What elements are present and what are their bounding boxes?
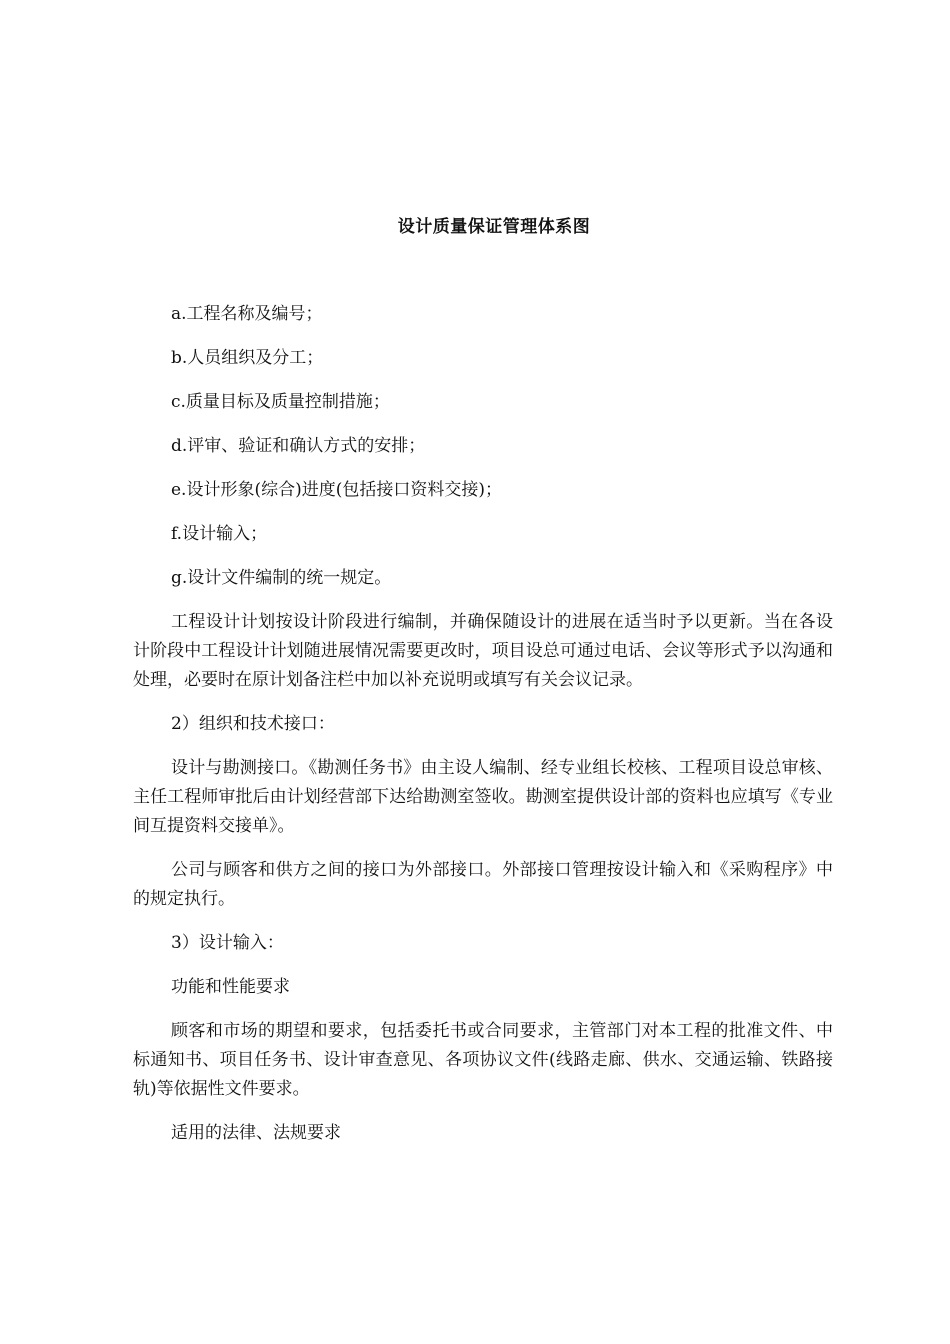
list-item-f: f.设计输入； (171, 524, 268, 544)
paragraph-external-interface: 公司与顾客和供方之间的接口为外部接口。外部接口管理按设计输入和《采购程序》中的规定执行。 (133, 860, 833, 909)
paragraph-design-plan: 工程设计计划按设计阶段进行编制，并确保随设计的进展在适当时予以更新。当在各设计阶段中工程设计计划随进展情况需要更改时，项目设总可通过电话、会议等形式予以沟通和处理，必要时在原计划备注栏中加以补充说明或填写有关会议记录。 (133, 612, 833, 690)
subheading-function-performance: 功能和性能要求 (171, 977, 290, 997)
paragraph-survey-interface: 设计与勘测接口。《勘测任务书》由主设人编制、经专业组长校核、工程项目设总审核、主任工程师审批后由计划经营部下达给勘测室签收。勘测室提供设计部的资料也应填写《专业间互提资料交接单》。 (133, 758, 833, 836)
document-title: 设计质量保证管理体系图 (397, 217, 591, 237)
list-item-g: g.设计文件编制的统一规定。 (171, 568, 392, 588)
list-item-d: d.评审、验证和确认方式的安排； (171, 436, 426, 456)
list-item-a: a.工程名称及编号； (171, 304, 323, 324)
section-heading-design-input: 3）设计输入： (171, 933, 284, 953)
list-item-b: b.人员组织及分工； (171, 348, 324, 368)
paragraph-customer-requirements: 顾客和市场的期望和要求，包括委托书或合同要求，主管部门对本工程的批准文件、中标通知书、项目任务书、设计审查意见、各项协议文件(线路走廊、供水、交通运输、铁路接轨)等依据性文件要求。 (133, 1021, 833, 1099)
document-body (133, 300, 833, 1163)
subheading-legal-requirements: 适用的法律、法规要求 (171, 1123, 341, 1143)
list-item-e: e.设计形象(综合)进度(包括接口资料交接)； (171, 480, 502, 500)
section-heading-interface: 2）组织和技术接口： (171, 714, 335, 734)
list-item-c: c.质量目标及质量控制措施； (171, 392, 390, 412)
